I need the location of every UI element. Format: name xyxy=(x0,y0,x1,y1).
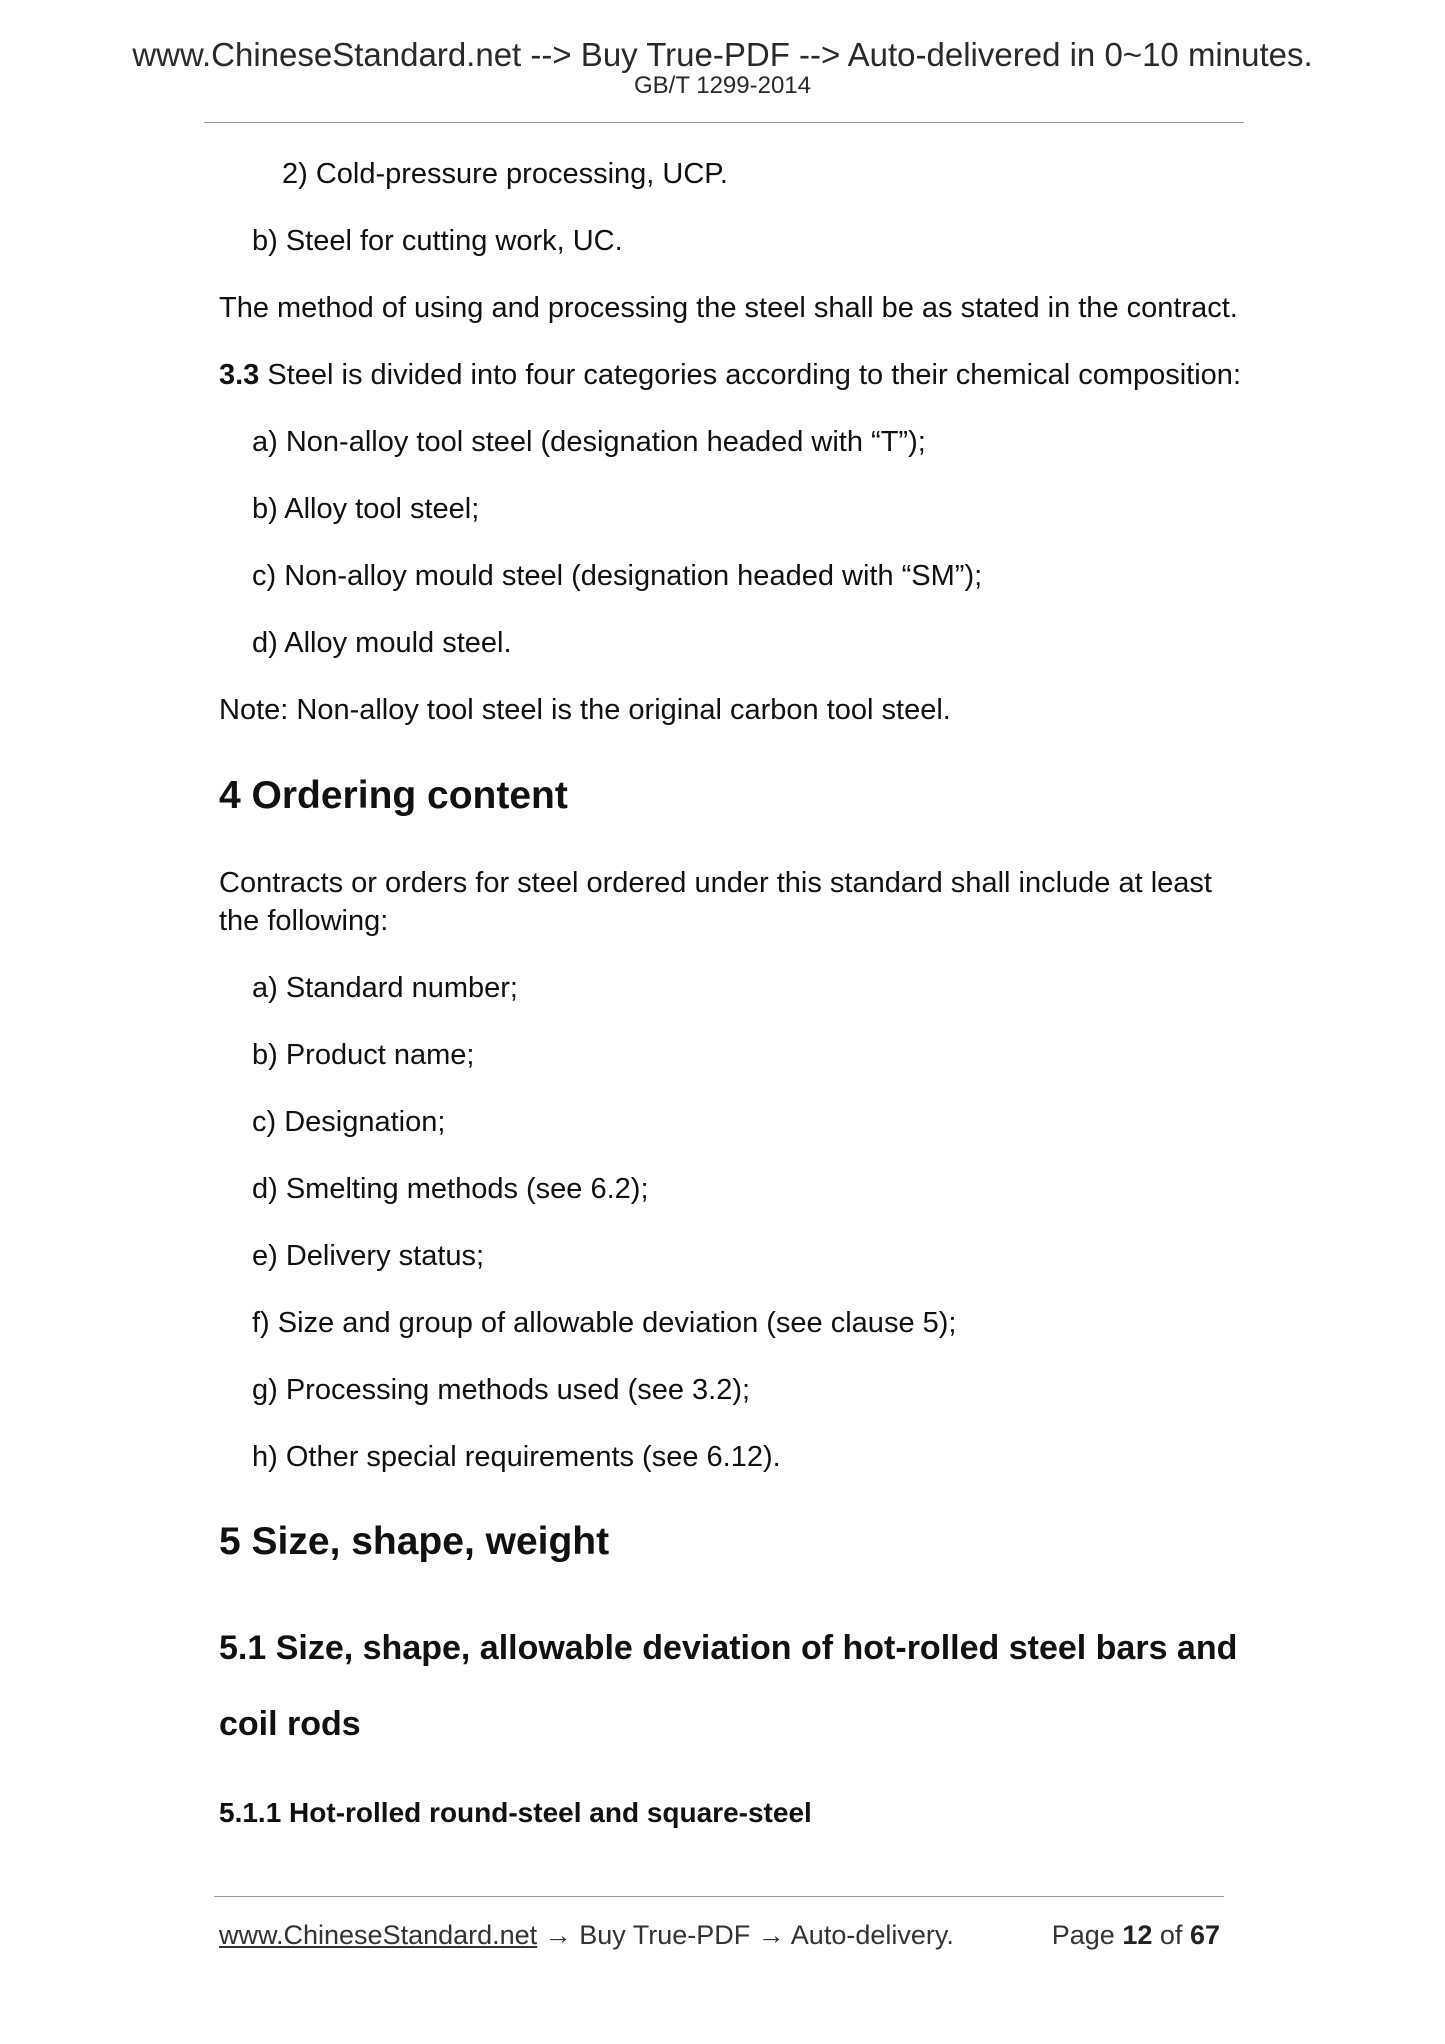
order-item: e) Delivery status; xyxy=(252,1240,485,1272)
page-indicator xyxy=(1052,1918,1220,1953)
page-total: 67 xyxy=(1189,1920,1220,1950)
order-item: a) Standard number; xyxy=(252,972,518,1004)
category-item: c) Non-alloy mould steel (designation headed with “SM”); xyxy=(252,560,983,592)
arrow-right-icon: → xyxy=(757,1920,785,1950)
order-item: g) Processing methods used (see 3.2); xyxy=(252,1374,751,1406)
category-item: b) Alloy tool steel; xyxy=(252,493,480,525)
clause-number: 3.3 xyxy=(219,359,260,391)
page-label: Page xyxy=(1051,1920,1115,1950)
category-item: d) Alloy mould steel. xyxy=(252,627,512,659)
order-item: f) Size and group of allowable deviation (see clause 5); xyxy=(252,1307,957,1339)
order-item: h) Other special requirements (see 6.12). xyxy=(252,1441,781,1473)
note-paragraph: Note: Non-alloy tool steel is the original carbon tool steel. xyxy=(219,694,951,726)
section-4-intro-line1: Contracts or orders for steel ordered under this standard shall include at least xyxy=(219,867,1212,899)
header-banner: www.ChineseStandard.net --> Buy True-PDF --> Auto-delivered in 0~10 minutes. xyxy=(132,36,1313,73)
arrow-right-icon: → xyxy=(544,1920,572,1950)
standard-id: GB/T 1299-2014 xyxy=(633,72,811,99)
list-item-uc: b) Steel for cutting work, UC. xyxy=(252,225,623,257)
order-item: c) Designation; xyxy=(252,1106,446,1138)
section-4-intro-line2: the following: xyxy=(219,905,389,937)
category-item: a) Non-alloy tool steel (designation headed with “T”); xyxy=(252,426,926,458)
footer-left xyxy=(219,1918,954,1953)
method-paragraph: The method of using and processing the steel shall be as stated in the contract. xyxy=(219,292,1238,324)
footer-site-link[interactable]: www.ChineseStandard.net xyxy=(219,1920,538,1950)
section-5-heading: 5 Size, shape, weight xyxy=(219,1520,610,1563)
subsection-5-1-line2: coil rods xyxy=(219,1705,361,1743)
clause-text: Steel is divided into four categories according to their chemical composition: xyxy=(259,359,1241,391)
header-divider xyxy=(204,122,1244,123)
subsection-5-1-line1: 5.1 Size, shape, allowable deviation of hot-rolled steel bars and xyxy=(219,1629,1238,1667)
subsection-5-1-1: 5.1.1 Hot-rolled round-steel and square-steel xyxy=(219,1797,812,1828)
order-item: b) Product name; xyxy=(252,1039,475,1071)
order-item: d) Smelting methods (see 6.2); xyxy=(252,1173,649,1205)
footer-divider xyxy=(214,1896,1224,1897)
footer-delivery-text: Auto-delivery. xyxy=(790,1920,954,1950)
footer-buy-text: Buy True-PDF xyxy=(579,1920,751,1950)
clause-3-3 xyxy=(219,356,1241,395)
section-4-heading: 4 Ordering content xyxy=(219,774,568,817)
list-item-ucp: 2) Cold-pressure processing, UCP. xyxy=(282,158,728,190)
page-current: 12 xyxy=(1122,1920,1153,1950)
page-of: of xyxy=(1159,1920,1183,1950)
